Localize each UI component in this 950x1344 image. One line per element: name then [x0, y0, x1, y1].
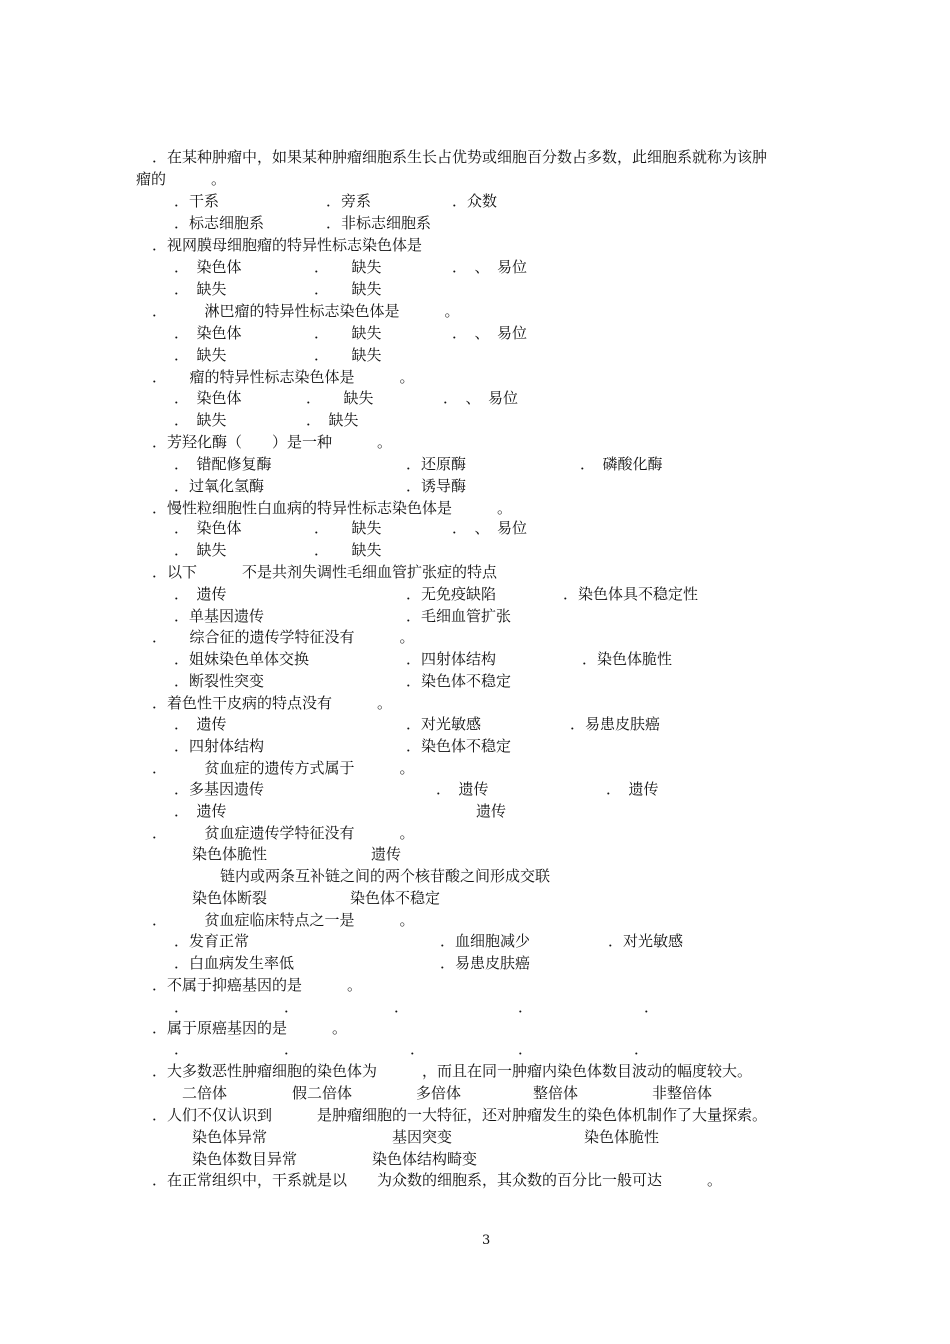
option: ．过氧化氢酶 — [174, 477, 265, 495]
option: ．还原酶 — [406, 455, 467, 473]
option: ． 缺失 — [314, 280, 382, 298]
option: ．对光敏感 — [608, 932, 684, 950]
option: ．标志细胞系 — [174, 214, 265, 232]
option: ． 、 易位 — [452, 258, 528, 276]
question-text: ．属于原癌基因的是 。 — [152, 1019, 348, 1037]
option: ． 磷酸化酶 — [580, 455, 663, 473]
option: ． 遗传 — [436, 780, 489, 798]
option: ． 缺失 — [306, 411, 359, 429]
option: 遗传 — [476, 802, 507, 820]
option: ． — [174, 998, 190, 1016]
question-text: ．慢性粒细胞性白血病的特异性标志染色体是 。 — [152, 499, 513, 517]
option: 染色体脆性 — [584, 1128, 660, 1146]
option: ． — [174, 1040, 190, 1058]
question-text: ． 淋巴瘤的特异性标志染色体是 。 — [152, 302, 460, 320]
option: ． 缺失 — [314, 324, 382, 342]
question-text: ．芳羟化酶（ ）是一种 。 — [152, 433, 393, 451]
option: ． 缺失 — [314, 541, 382, 559]
option: 二倍体 — [182, 1084, 228, 1102]
option: ．单基因遗传 — [174, 607, 265, 625]
option: ．对光敏感 — [406, 715, 482, 733]
option: ．断裂性突变 — [174, 672, 265, 690]
option: ． — [644, 998, 660, 1016]
option: ． — [394, 998, 410, 1016]
option: ． 染色体 — [174, 324, 242, 342]
option: ．染色体具不稳定性 — [563, 585, 699, 603]
option: ．多基因遗传 — [174, 780, 265, 798]
option: 整倍体 — [533, 1084, 579, 1102]
question-text: ． 贫血症临床特点之一是 。 — [152, 911, 415, 929]
option: ． 、 易位 — [452, 519, 528, 537]
option: ． 缺失 — [314, 258, 382, 276]
option: ．血细胞减少 — [440, 932, 531, 950]
option: 多倍体 — [416, 1084, 462, 1102]
option: ．毛细血管扩张 — [406, 607, 512, 625]
option: 染色体数目异常 — [192, 1150, 298, 1168]
question-text: ． 贫血症遗传学特征没有 。 — [152, 824, 415, 842]
option: 假二倍体 — [292, 1084, 353, 1102]
question-text: ．人们不仅认识到 是肿瘤细胞的一大特征，还对肿瘤发生的染色体机制作了大量探索。 — [152, 1106, 768, 1124]
option: ． — [284, 998, 300, 1016]
option: ． 缺失 — [314, 519, 382, 537]
question-text: ． 综合征的遗传学特征没有 。 — [152, 628, 415, 646]
question-text: ．在正常组织中，干系就是以 为众数的细胞系，其众数的百分比一般可达 。 — [152, 1171, 723, 1189]
question-text: 瘤的 。 — [136, 170, 227, 188]
option: ． 错配修复酶 — [174, 455, 272, 473]
option: 链内或两条互补链之间的两个核苷酸之间形成交联 — [220, 867, 551, 885]
option: 染色体异常 — [192, 1128, 268, 1146]
question-text: ．着色性干皮病的特点没有 。 — [152, 694, 393, 712]
option: ．四射体结构 — [406, 650, 497, 668]
option: ．姐妹染色单体交换 — [174, 650, 310, 668]
option: ． — [518, 998, 534, 1016]
option: ．易患皮肤癌 — [440, 954, 531, 972]
option: ． — [284, 1040, 300, 1058]
option: 基因突变 — [392, 1128, 453, 1146]
option: ． 、 易位 — [443, 389, 519, 407]
option: ． 遗传 — [174, 802, 227, 820]
question-text: ．以下 不是共剂失调性毛细血管扩张症的特点 — [152, 563, 498, 581]
option: ． — [518, 1040, 534, 1058]
question-text: ．视网膜母细胞瘤的特异性标志染色体是 — [152, 236, 423, 254]
option: ． 染色体 — [174, 389, 242, 407]
option: ． 缺失 — [174, 411, 227, 429]
option: 非整倍体 — [652, 1084, 713, 1102]
question-text: ．大多数恶性肿瘤细胞的染色体为 ，而且在同一肿瘤内染色体数目波动的幅度较大。 — [152, 1062, 753, 1080]
option: ． 遗传 — [606, 780, 659, 798]
option: ．非标志细胞系 — [326, 214, 432, 232]
question-text: ． 瘤的特异性标志染色体是 。 — [152, 368, 415, 386]
option: ．旁系 — [326, 192, 372, 210]
option: ．白血病发生率低 — [174, 954, 295, 972]
option: ．发育正常 — [174, 932, 250, 950]
option: ．染色体脆性 — [582, 650, 673, 668]
option: ．无免疫缺陷 — [406, 585, 497, 603]
option: ． 染色体 — [174, 519, 242, 537]
option: ．干系 — [174, 192, 220, 210]
page-number: 3 — [482, 1233, 491, 1248]
question-text: ． 贫血症的遗传方式属于 。 — [152, 759, 415, 777]
question-text: ．不属于抑癌基因的是 。 — [152, 976, 363, 994]
option: ．染色体不稳定 — [406, 672, 512, 690]
option: ． — [410, 1040, 426, 1058]
option: ． 遗传 — [174, 715, 227, 733]
option: 染色体结构畸变 — [372, 1150, 478, 1168]
option: 染色体断裂 — [192, 889, 268, 907]
option: ． — [634, 1040, 650, 1058]
option: ． 缺失 — [174, 346, 227, 364]
option: ． 缺失 — [174, 280, 227, 298]
option: 染色体脆性 — [192, 845, 268, 863]
option: ．染色体不稳定 — [406, 737, 512, 755]
option: ．众数 — [452, 192, 498, 210]
option: ．诱导酶 — [406, 477, 467, 495]
option: ． 、 易位 — [452, 324, 528, 342]
option: ．四射体结构 — [174, 737, 265, 755]
option: 染色体不稳定 — [350, 889, 441, 907]
option: ． 染色体 — [174, 258, 242, 276]
option: ． 缺失 — [314, 346, 382, 364]
option: ． 遗传 — [174, 585, 227, 603]
option: ． 缺失 — [306, 389, 374, 407]
question-text: ．在某种肿瘤中，如果某种肿瘤细胞系生长占优势或细胞百分数占多数，此细胞系就称为该肿 — [152, 148, 768, 166]
option: ．易患皮肤癌 — [570, 715, 661, 733]
option: ． 缺失 — [174, 541, 227, 559]
option: 遗传 — [371, 845, 402, 863]
